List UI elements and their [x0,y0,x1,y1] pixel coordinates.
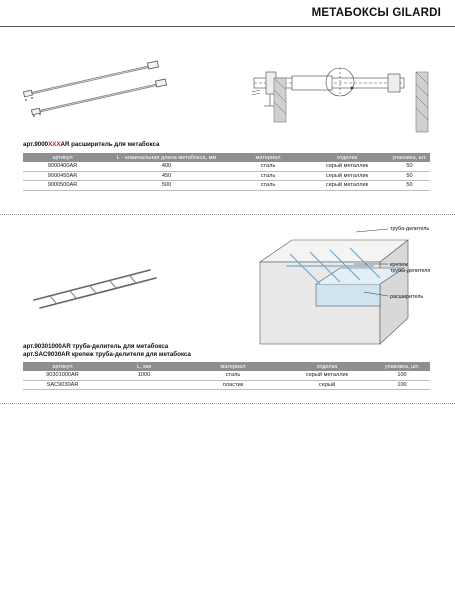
table-cell: 90301000AR [23,371,102,380]
section-divider [0,403,455,404]
table-row [23,371,430,380]
table-cell: сталь [186,371,280,380]
table-cell: 9000500AR [23,181,102,191]
table-row [23,171,430,181]
table-cell: 9000400AR [23,162,102,171]
column-header: артикул [23,362,102,371]
table-cell: 100 [374,380,430,390]
table-cell: 100 [374,371,430,380]
section2-caption-line1: арт.90301000AR труба-делитель для метабокса [23,343,169,350]
table-cell [102,380,186,390]
extender-spec-table [23,153,430,191]
table-cell: SAC9030AR [23,380,102,390]
column-header: L, мм [102,362,186,371]
callout-fastener-line1: крепеж [390,262,408,268]
table-cell: серый металлик [305,171,389,181]
extender-rails-illustration [20,58,170,118]
table-cell: 450 [102,171,231,181]
table-row [23,181,430,191]
column-header: упаковка, шт. [389,153,430,162]
table-cell: 50 [389,162,430,171]
divider-spec-table [23,362,430,390]
column-header: артикул [23,153,102,162]
column-header: материал [186,362,280,371]
table-header-row [23,362,430,371]
table-cell: серый металлик [280,371,374,380]
callout-divider: труба-делитель [390,226,430,232]
column-header: отделка [280,362,374,371]
column-header: L - номинальная длина метабокса, мм [102,153,231,162]
header-rule [0,26,455,27]
callout-fastener-line2: трубы-делителя [390,268,431,274]
page-title: МЕТАБОКСЫ GILARDI [311,7,441,19]
table-cell: серый [280,380,374,390]
caption-prefix: арт.9000 [23,141,49,148]
callout-extender: расширитель [390,294,424,300]
table-cell: 500 [102,181,231,191]
caption-suffix: AR расширитель для метабокса [60,141,160,148]
table-row [23,380,430,390]
table-cell: серый металлик [305,181,389,191]
column-header: отделка [305,153,389,162]
column-header: материал [231,153,305,162]
table-cell: сталь [231,181,305,191]
column-header: упаковка, шт. [374,362,430,371]
table-cell: 50 [389,181,430,191]
table-cell: 1000 [102,371,186,380]
table-cell: серый металлик [305,162,389,171]
section2-caption-line2: арт.SAC9030AR крепеж труба-делителя для метабокса [23,351,191,358]
table-cell: 50 [389,171,430,181]
table-row [23,162,430,171]
table-cell: пластик [186,380,280,390]
table-cell: сталь [231,171,305,181]
divider-ladder-illustration [30,262,160,312]
table-cell: 9000450AR [23,171,102,181]
table-cell: сталь [231,162,305,171]
section1-caption [23,141,159,148]
drawer-assembly-illustration [256,222,436,347]
table-cell: 400 [102,162,231,171]
section-divider [0,214,455,215]
caption-variable-code: XXX [48,141,61,148]
extender-mounting-diagram [240,62,430,132]
table-header-row [23,153,430,162]
